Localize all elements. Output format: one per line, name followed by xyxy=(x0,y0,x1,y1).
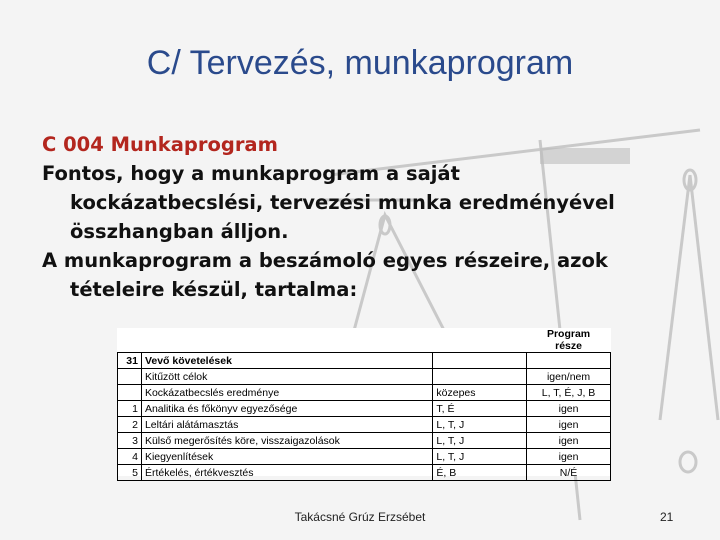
row-number: 4 xyxy=(118,449,142,465)
table-row xyxy=(118,465,611,481)
row-label: Külső megerősítés köre, visszaigazolások xyxy=(141,433,432,449)
header-program-line-1: Program xyxy=(546,328,591,340)
table-row xyxy=(118,369,611,385)
row-code: L, T, J xyxy=(433,449,527,465)
table-row xyxy=(118,449,611,465)
row-value: igen/nem xyxy=(527,369,611,385)
row-number: 5 xyxy=(118,465,142,481)
row-label: Kitűzött célok xyxy=(141,369,432,385)
row-code: L, T, J xyxy=(433,433,527,449)
page-number: 21 xyxy=(660,510,674,524)
row-label: Analitika és főkönyv egyezősége xyxy=(141,401,432,417)
table-row xyxy=(118,385,611,401)
row-code: É, B xyxy=(433,465,527,481)
row-value: igen xyxy=(527,417,611,433)
paragraph-2-line-1: A munkaprogram a beszámoló egyes részeire, azok xyxy=(42,249,608,272)
header-program-line-2: része xyxy=(555,340,582,352)
table-row xyxy=(118,417,611,433)
section-row xyxy=(118,353,611,369)
row-number: 2 xyxy=(118,417,142,433)
slide-body xyxy=(42,130,692,304)
paragraph-1-line-2: kockázatbecslési, tervezési munka eredményével xyxy=(70,191,615,214)
section-number: 31 xyxy=(118,353,142,369)
row-label: Leltári alátámasztás xyxy=(141,417,432,433)
table-row xyxy=(118,433,611,449)
row-value: igen xyxy=(527,401,611,417)
paragraph-1-line-3: összhangban álljon. xyxy=(70,220,289,243)
row-code: T, É xyxy=(433,401,527,417)
paragraph-2-line-2: tételeire készül, tartalma: xyxy=(70,278,358,301)
row-level: közepes xyxy=(433,385,527,401)
row-value: N/É xyxy=(527,465,611,481)
row-value: L, T, É, J, B xyxy=(527,385,611,401)
row-code: L, T, J xyxy=(433,417,527,433)
row-number: 3 xyxy=(118,433,142,449)
row-value: igen xyxy=(527,449,611,465)
table-row xyxy=(118,401,611,417)
paragraph-1-line-1: Fontos, hogy a munkaprogram a saját xyxy=(42,162,460,185)
work-program-table xyxy=(117,328,611,479)
table-header-row xyxy=(118,328,611,353)
section-title: Vevő követelések xyxy=(141,353,432,369)
footer-author: Takácsné Grúz Erzsébet xyxy=(294,510,426,524)
program-table xyxy=(117,328,611,481)
row-label: Kiegyenlítések xyxy=(141,449,432,465)
header-program xyxy=(527,328,611,353)
row-label: Kockázatbecslés eredménye xyxy=(141,385,432,401)
slide-title: C/ Tervezés, munkaprogram xyxy=(146,44,574,82)
row-label: Értékelés, értékvesztés xyxy=(141,465,432,481)
row-value: igen xyxy=(527,433,611,449)
subheading: C 004 Munkaprogram xyxy=(42,133,278,156)
row-number: 1 xyxy=(118,401,142,417)
